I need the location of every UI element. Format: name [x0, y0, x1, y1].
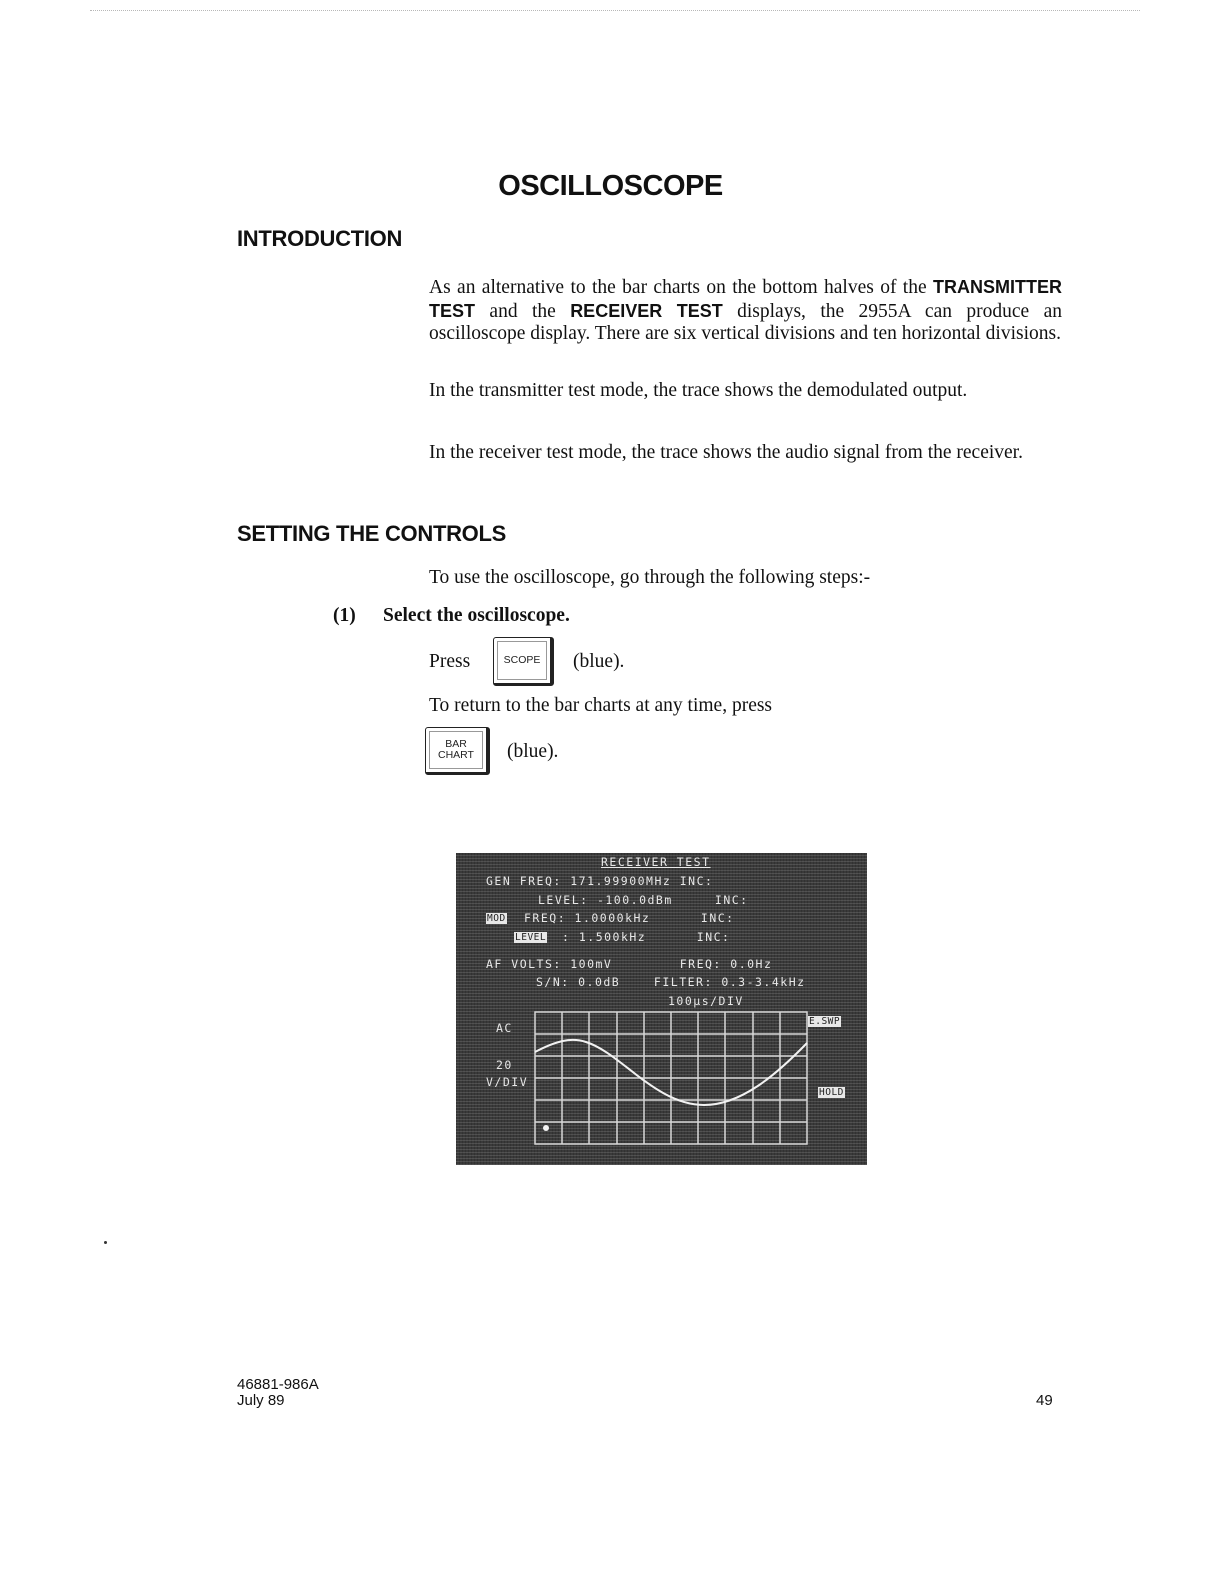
screen-timebase: 100µs/DIV — [668, 994, 744, 1008]
bar-chart-key[interactable] — [425, 727, 490, 775]
blue-note-1: (blue). — [573, 651, 625, 672]
footer-left — [237, 1377, 319, 1409]
scope-key[interactable] — [493, 637, 554, 686]
intro-paragraph-1: As an alternative to the bar charts on the bottom halves of the TRANSMITTER TEST and the RECEIVER TEST displays, the 2955A can produce an oscilloscope display. There are six vertical divisions and ten horizontal divisions. — [429, 277, 1062, 344]
screen-mod-tag: MOD — [487, 913, 506, 924]
scope-graticule — [535, 1012, 807, 1144]
setting-controls-heading: SETTING THE CONTROLS — [237, 521, 507, 546]
screen-level-tag: LEVEL — [515, 932, 547, 943]
scope-key-label: SCOPE — [503, 654, 541, 666]
stray-mark — [104, 1241, 107, 1244]
scope-graticule-and-trace — [456, 853, 867, 1165]
step-number: (1) — [333, 605, 356, 626]
screen-gen-freq: GEN FREQ: 171.99900MHz INC: — [486, 874, 714, 888]
screen-vdiv-value: 20 — [496, 1058, 513, 1072]
scope-marker-dot — [543, 1125, 549, 1131]
step-1 — [333, 605, 570, 627]
return-text: To return to the bar charts at any time, press — [429, 695, 773, 716]
screen-mod-freq: FREQ: 1.0000kHz INC: — [524, 911, 735, 925]
press-label: Press — [429, 651, 471, 672]
top-rule — [90, 10, 1140, 11]
screen-mod-level: : 1.500kHz INC: — [562, 930, 731, 944]
screen-af-volts: AF VOLTS: 100mV FREQ: 0.0Hz — [486, 957, 773, 971]
screen-coupling: AC — [496, 1021, 513, 1035]
bar-chart-key-label-1: BAR — [445, 738, 467, 750]
introduction-heading: INTRODUCTION — [237, 226, 403, 251]
receiver-test-screen-photo — [456, 853, 867, 1165]
doc-number: 46881-986A — [237, 1376, 319, 1393]
page-title: OSCILLOSCOPE — [498, 170, 723, 202]
screen-vdiv-unit: V/DIV — [486, 1075, 529, 1089]
screen-title: RECEIVER TEST — [601, 855, 711, 869]
intro-paragraph-2: In the transmitter test mode, the trace shows the demodulated output. — [429, 380, 968, 401]
screen-tag-sweep: E.SWP — [809, 1016, 841, 1027]
doc-date: July 89 — [237, 1392, 285, 1409]
controls-intro: To use the oscilloscope, go through the following steps:- — [429, 567, 871, 588]
intro-paragraph-3: In the receiver test mode, the trace shows the audio signal from the receiver. — [429, 442, 1023, 463]
step-text: Select the oscilloscope. — [383, 605, 570, 626]
blue-note-2: (blue). — [507, 741, 559, 762]
screen-sn: S/N: 0.0dB FILTER: 0.3-3.4kHz — [536, 975, 806, 989]
screen-tag-hold: HOLD — [819, 1087, 844, 1098]
bar-chart-key-label-2: CHART — [438, 749, 474, 761]
page-number: 49 — [1036, 1392, 1053, 1409]
screen-level: LEVEL: -100.0dBm INC: — [538, 893, 749, 907]
